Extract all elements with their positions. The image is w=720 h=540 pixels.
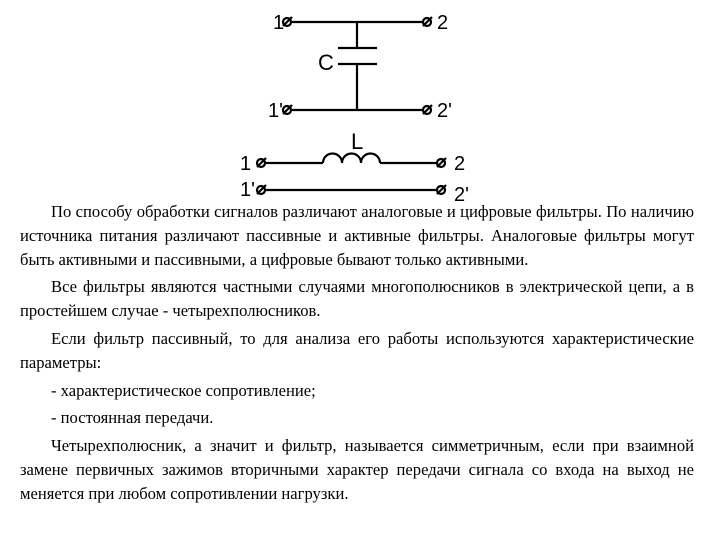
- inductor-label: L: [351, 129, 364, 154]
- terminal-2-prime-label: 2': [454, 184, 469, 206]
- inductor-circuit: [257, 154, 446, 195]
- terminal-2-marker: [437, 158, 446, 167]
- terminal-2-label: 2: [454, 153, 466, 175]
- terminal-2-prime-marker: [437, 185, 446, 194]
- terminal-1-prime-marker: [257, 185, 266, 194]
- capacitor-label: C: [318, 50, 334, 75]
- paragraph-filter-types: По способу обработки сигналов различают аналоговые и цифровые фильтры. По наличию источника питания различают пассивные и активные фильтры. Аналоговые фильтры могут быть активными и пассивными, а цифровые бывают только активными.: [20, 202, 694, 269]
- circuit-diagrams: [0, 0, 720, 210]
- terminal-1-prime-label: 1': [268, 100, 283, 122]
- paragraph-multipoles: Все фильтры являются частными случаями многополюсников в электрической цепи, а в простейшем случае - четырехполюсников.: [20, 277, 694, 321]
- terminal-2-label: 2: [437, 12, 449, 34]
- paragraph-characteristic-params: Если фильтр пассивный, то для анализа его работы используются характеристические параметры:: [20, 328, 694, 372]
- terminal-1-label: 1: [240, 153, 252, 175]
- terminal-1-prime-label: 1': [240, 179, 255, 201]
- body-text: [20, 200, 694, 506]
- terminal-1-marker: [283, 17, 292, 26]
- terminal-1-prime-marker: [283, 105, 292, 114]
- list-item-transfer-constant: - постоянная передачи.: [51, 408, 214, 428]
- terminal-1-label: 1: [273, 12, 285, 34]
- inductor-coil: [323, 154, 380, 164]
- terminal-1-marker: [257, 158, 266, 167]
- list-item-impedance: - характеристическое сопротивление;: [51, 380, 316, 400]
- terminal-2-prime-marker: [423, 105, 432, 114]
- terminal-2-prime-label: 2': [437, 100, 452, 122]
- capacitor-circuit: [283, 17, 432, 114]
- terminal-2-marker: [423, 17, 432, 26]
- paragraph-symmetric: Четырехполюсник, а значит и фильтр, называется симметричным, если при взаимной замене первичных зажимов вторичными характер передачи сигнала со входа на выход не меняется при любом сопротивлении нагрузки.: [20, 436, 694, 503]
